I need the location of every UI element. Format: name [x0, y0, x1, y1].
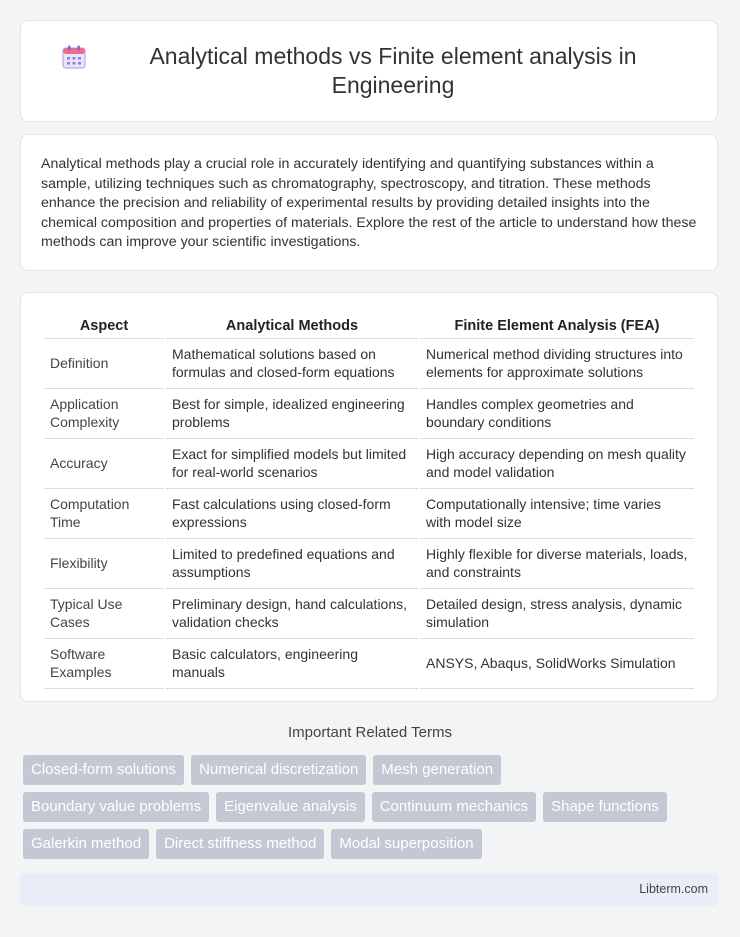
tag-numerical-discretization[interactable]: Numerical discretization [191, 755, 366, 785]
header-analytical: Analytical Methods [166, 313, 418, 339]
page-title: Analytical methods vs Finite element analysis in Engineering [149, 43, 637, 98]
table-row [44, 589, 694, 639]
row-aspect: Computation Time [44, 489, 164, 539]
row-fea: Detailed design, stress analysis, dynamic simulation [420, 589, 694, 639]
header-aspect: Aspect [44, 313, 164, 339]
row-fea: Handles complex geometries and boundary conditions [420, 389, 694, 439]
comparison-table [42, 313, 696, 689]
table-row [44, 489, 694, 539]
table-row [44, 539, 694, 589]
row-fea: Highly flexible for diverse materials, loads, and constraints [420, 539, 694, 589]
row-analytical: Exact for simplified models but limited for real-world scenarios [166, 439, 418, 489]
related-terms-tags [23, 755, 723, 866]
tag-modal-superposition[interactable]: Modal superposition [331, 829, 481, 859]
table-row [44, 389, 694, 439]
row-analytical: Limited to predefined equations and assumptions [166, 539, 418, 589]
tag-eigenvalue-analysis[interactable]: Eigenvalue analysis [216, 792, 365, 822]
table-header-row [44, 313, 694, 339]
table-row [44, 339, 694, 389]
row-fea: Numerical method dividing structures into elements for approximate solutions [420, 339, 694, 389]
row-fea: High accuracy depending on mesh quality and model validation [420, 439, 694, 489]
row-aspect: Definition [44, 339, 164, 389]
row-fea: Computationally intensive; time varies with model size [420, 489, 694, 539]
row-fea: ANSYS, Abaqus, SolidWorks Simulation [420, 639, 694, 689]
footer-site-link[interactable]: Libterm.com [639, 882, 708, 896]
table-row [44, 639, 694, 689]
row-analytical: Preliminary design, hand calculations, validation checks [166, 589, 418, 639]
row-aspect: Software Examples [44, 639, 164, 689]
header-fea: Finite Element Analysis (FEA) [420, 313, 694, 339]
tag-galerkin-method[interactable]: Galerkin method [23, 829, 149, 859]
row-analytical: Mathematical solutions based on formulas and closed-form equations [166, 339, 418, 389]
footer [20, 873, 718, 906]
tag-boundary-value-problems[interactable]: Boundary value problems [23, 792, 209, 822]
row-aspect: Application Complexity [44, 389, 164, 439]
tag-direct-stiffness-method[interactable]: Direct stiffness method [156, 829, 324, 859]
row-aspect: Typical Use Cases [44, 589, 164, 639]
tag-closed-form-solutions[interactable]: Closed-form solutions [23, 755, 184, 785]
related-terms-title: Important Related Terms [288, 724, 452, 741]
title-card [20, 20, 718, 122]
comparison-table-card [20, 292, 718, 702]
tag-continuum-mechanics[interactable]: Continuum mechanics [372, 792, 536, 822]
row-analytical: Best for simple, idealized engineering problems [166, 389, 418, 439]
calendar-icon [61, 44, 87, 70]
row-aspect: Accuracy [44, 439, 164, 489]
tag-shape-functions[interactable]: Shape functions [543, 792, 667, 822]
tag-mesh-generation[interactable]: Mesh generation [373, 755, 501, 785]
row-aspect: Flexibility [44, 539, 164, 589]
table-row [44, 439, 694, 489]
intro-paragraph: Analytical methods play a crucial role in accurately identifying and quantifying substances within a sample, utilizing techniques such as chromatography, spectroscopy, and titration. These methods enhance the precision and reliability of experimental results by providing detailed insights into the chemical composition and properties of materials. Explore the rest of the article to understand how these methods can improve your scientific investigations. [41, 156, 697, 251]
row-analytical: Fast calculations using closed-form expressions [166, 489, 418, 539]
intro-card [20, 134, 718, 271]
row-analytical: Basic calculators, engineering manuals [166, 639, 418, 689]
